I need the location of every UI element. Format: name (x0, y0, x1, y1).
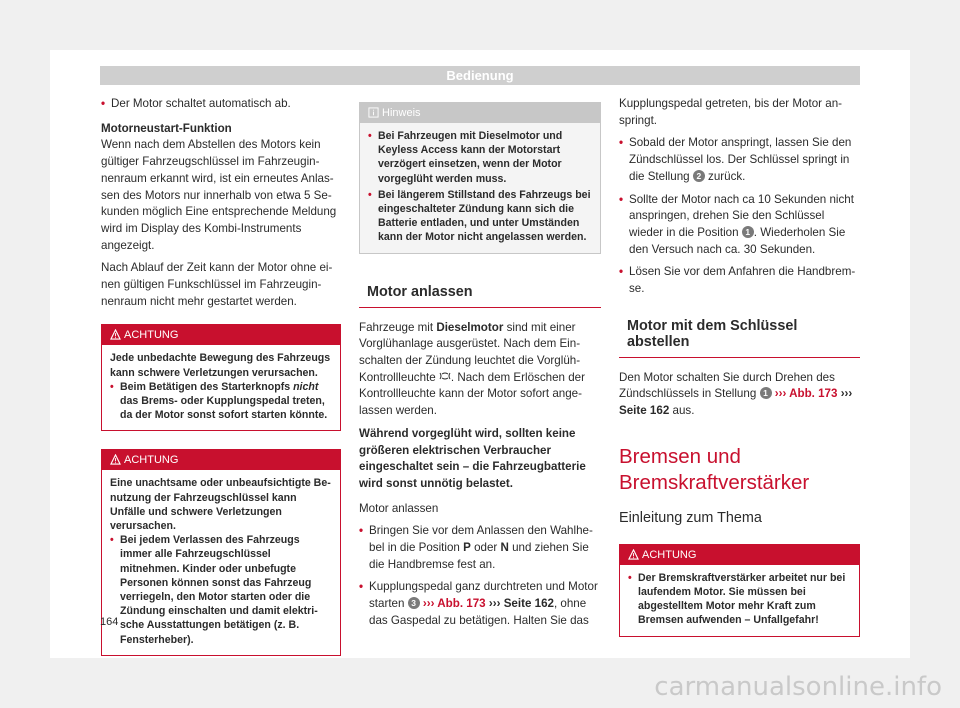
ref-figure: Abb. 173 (437, 597, 486, 611)
bullet-icon: • (368, 130, 372, 142)
gear-n-label: N (500, 541, 509, 555)
warning-bullet-post: das Brems- oder Kupplungspedal treten, da der Motor sonst sofort starten könnte. (120, 395, 328, 422)
text-span: Lösen Sie vor dem Anfahren die Handbremse. (629, 265, 856, 296)
list-item (101, 96, 341, 113)
hint-body (360, 123, 600, 253)
ref-arrow: ››› (488, 597, 501, 611)
warning-box-2 (101, 449, 341, 655)
warning-bullet-pre: Beim Betätigen des Starterknopfs (120, 380, 294, 393)
bullet-icon: • (101, 97, 106, 110)
callout-number: 1 (742, 226, 754, 238)
warning-header (102, 450, 340, 470)
warning-header (620, 545, 859, 565)
section-title: Motor anlassen (359, 284, 601, 308)
bullet-icon: • (110, 534, 114, 547)
list-item (359, 579, 601, 629)
callout-number: 1 (760, 387, 772, 399)
warning-bullet: Der Bremskraftverstärker arbeitet nur bei laufendem Motor. Sie müssen bei abgestelltem Motor mehr Kraft zum Bremsen aufwenden – Unfallgefahr! (638, 571, 846, 627)
diesel-paragraph (359, 320, 601, 420)
section-title: Motor mit dem Schlüssel abstellen (619, 318, 860, 358)
text-span: . Wiederholen Sie den Versuch nach ca. 30 Sekunden. (629, 225, 846, 256)
bullet-icon: • (359, 524, 364, 538)
figure-link[interactable] (423, 597, 486, 610)
warning-box-1 (101, 324, 341, 431)
list-item (359, 523, 601, 573)
ref-arrow: ››› (422, 597, 435, 611)
bullet-icon: • (619, 136, 624, 150)
ref-page: Seite 162 (503, 597, 554, 611)
text-span: Bringen Sie vor dem Anlassen den Wahlhebel in die Position (369, 524, 593, 555)
page-link[interactable] (489, 597, 554, 610)
text-span: oder (470, 541, 501, 555)
text-span: sind mit einer Vorglühanlage ausgerüstet. Nach dem Einschalten der Zündung leuchtet die VorglühKontrollleuchte (359, 320, 581, 384)
warning-body (102, 345, 340, 430)
warning-triangle-icon (110, 329, 121, 340)
chapter-subtitle: Einleitung zum Thema (619, 509, 762, 526)
figure-link[interactable] (775, 387, 838, 400)
list-item (368, 188, 592, 245)
text-span: zurück. (704, 169, 746, 183)
list-item (619, 192, 860, 259)
ref-figure: Abb. 173 (789, 387, 838, 401)
text-span: Sollte der Motor nach ca 10 Sekunden nicht anspringen, drehen Sie den Schlüssel wieder in die Position (629, 192, 854, 239)
glow-plug-icon (439, 372, 451, 381)
list-item (619, 264, 860, 297)
warning-text: Eine unachtsame oder unbeaufsichtigte Benutzung der Fahrzeugschlüssel kann Unfälle und schwere Verletzungen verursachen. (110, 477, 331, 533)
list-item (619, 135, 860, 185)
hint-label: Hinweis (382, 107, 421, 119)
warning-label: ACHTUNG (124, 329, 179, 342)
info-icon (368, 107, 379, 118)
list-item (628, 571, 851, 628)
emphasis-text: nicht (293, 380, 319, 393)
callout-number: 2 (693, 170, 705, 182)
list-item (110, 533, 332, 647)
bullet-icon: • (619, 192, 624, 206)
bullet-icon: • (110, 380, 114, 393)
warning-header (102, 325, 340, 345)
text-span: aus. (669, 404, 695, 418)
chapter-title: Bremsen und Bremskraftverstärker (619, 444, 810, 494)
continued-paragraph: Kupplungspedal getreten, bis der Motor anspringt. (619, 97, 843, 127)
bullet-icon: • (368, 188, 372, 201)
hint-bullet: Bei Fahrzeugen mit Dieselmotor und Keyless Access kann der Motorstart verzögert einsetzen, wenn der Motor vorgeglüht werden muss. (378, 130, 563, 185)
warning-body (102, 470, 340, 654)
ref-arrow: ››› (840, 387, 853, 401)
bullet-icon: • (628, 571, 632, 584)
warning-label: ACHTUNG (642, 548, 697, 561)
hint-header (360, 103, 600, 123)
warning-box-3 (619, 544, 860, 637)
hint-bullet: Bei längerem Stillstand des Fahrzeugs bei eingeschalteter Zündung kann sich die Batterie entladen, und unter Umständen kann der Motor nicht angelassen werden. (378, 188, 591, 244)
bold-text: Dieselmotor (436, 320, 504, 334)
abstellen-paragraph (619, 370, 860, 420)
column-3 (619, 96, 860, 637)
page-header: Bedienung (100, 66, 860, 85)
bullet-icon: • (359, 580, 364, 594)
text-span: Sobald der Motor anspringt, lassen Sie den Zündschlüssel los. Der Schlüssel springt in die Stellung (629, 136, 852, 183)
gear-p-label: P (463, 541, 471, 555)
column-2 (359, 96, 601, 630)
battery-warning-paragraph: Während vorgeglüht wird, sollten keine größeren elektrischen Verbraucher eingeschaltet sein – die Fahrzeugbatterie wird sonst unnötig belastet. (359, 426, 586, 490)
text-span: Den Motor schalten Sie durch Drehen des Zündschlüssels in Stellung (619, 370, 835, 401)
warning-body (620, 565, 859, 636)
ref-arrow: ››› (774, 387, 787, 401)
warning-triangle-icon (628, 549, 639, 560)
bullet-text: Der Motor schaltet automatisch ab. (111, 97, 291, 110)
warning-bullet: Bei jedem Verlassen des Fahrzeugs immer alle Fahrzeugschlüssel mitnehmen. Kinder oder unbefugte Personen können sonst das Fahrzeug verriegeln, den Motor starten oder die Zündung einschalten und damit elektrische Ausstattungen betätigen (z. B. Fensterheber). (120, 534, 318, 646)
hint-box (359, 102, 601, 254)
callout-number: 3 (408, 597, 420, 609)
warning-text: Jede unbedachte Bewegung des Fahrzeugs kann schwere Verletzungen verursachen. (110, 352, 331, 379)
text-span: Kupplungspedal ganz durchtreten und Motor starten (369, 580, 598, 611)
warning-triangle-icon (110, 454, 121, 465)
text-span: . Nach dem Erlöschen der Kontrollleuchte kann der Motor sofort angelassen werden. (359, 370, 585, 418)
warning-label: ACHTUNG (124, 454, 179, 467)
text-span: Fahrzeuge mit (359, 320, 437, 334)
column-1 (101, 96, 341, 656)
text-span: und ziehen Sie die Handbremse fest an. (369, 541, 589, 571)
neustart-paragraph-2: Nach Ablauf der Zeit kann der Motor ohne einen gültigen Funkschlüssel im Fahrzeuginnenraum nicht mehr gestartet werden. (101, 261, 333, 308)
anlassen-title: Motor anlassen (359, 501, 439, 515)
list-item (110, 380, 332, 423)
page-number: 164 (100, 616, 119, 628)
bullet-icon: • (619, 265, 624, 279)
text-span: , ohne das Gaspedal zu betätigen. Halten Sie das (369, 597, 589, 627)
neustart-paragraph-1: Wenn nach dem Abstellen des Motors kein gültiger Fahrzeugschlüssel im Fahrzeuginnenraum erkannt wird, ist ein erneutes Anlassen des Motors nur innerhalb von etwa 5 Sekunden möglich Eine entsprechende Meldung wird im Display des Kombi-Instruments angezeigt. (101, 138, 337, 252)
watermark: carmanualsonline.info (654, 672, 942, 702)
neustart-title: Motorneustart-Funktion (101, 121, 232, 135)
list-item (368, 129, 592, 186)
ref-page: Seite 162 (619, 404, 670, 418)
